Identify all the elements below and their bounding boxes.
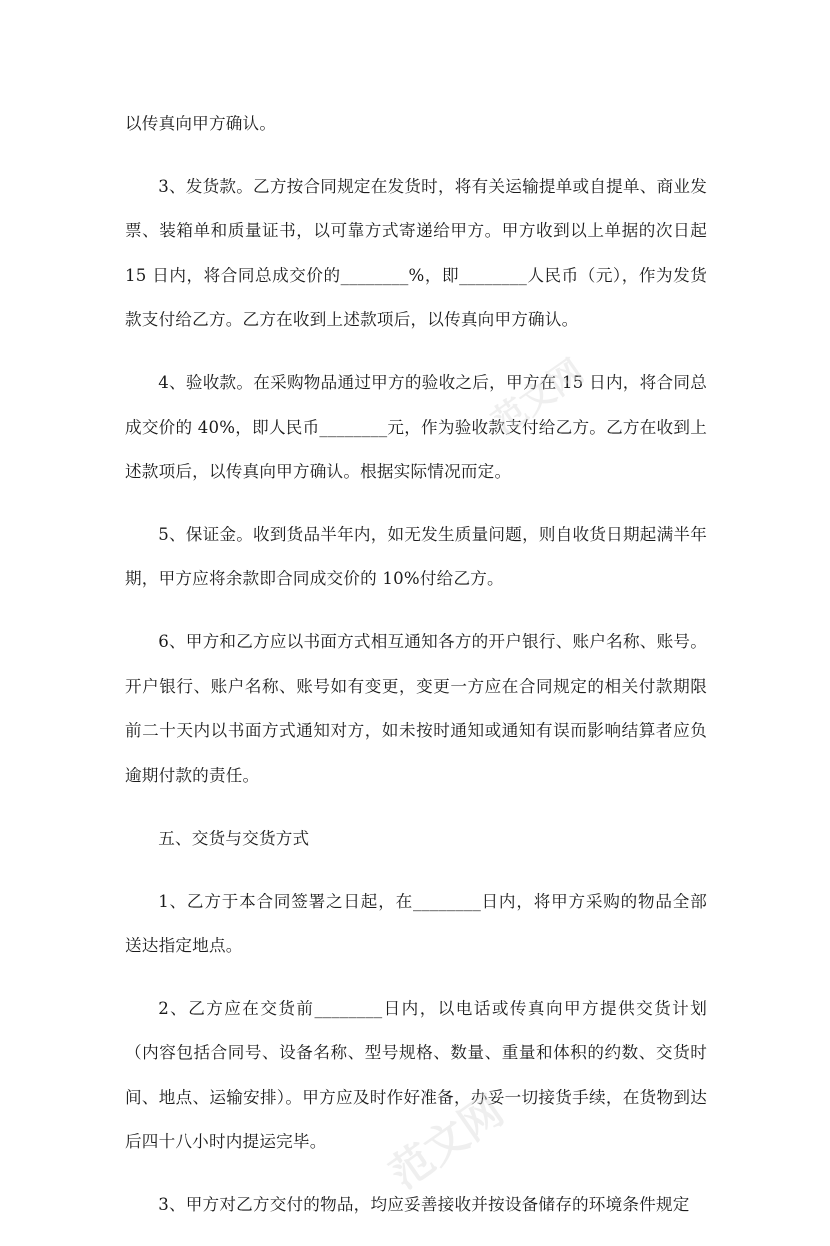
paragraph-acceptance-payment: 4、验收款。在采购物品通过甲方的验收之后，甲方在 15 日内，将合同总成交价的 40%，即人民币________元，作为验收款支付给乙方。乙方在收到上述款项后，以传真向甲方确认。根据实际情况而定。 bbox=[125, 373, 707, 482]
watermark-logo-top: 范文网 bbox=[484, 351, 592, 444]
section-heading-delivery: 五、交货与交货方式 bbox=[158, 828, 310, 848]
paragraph-delivery-plan: 2、乙方应在交货前________日内，以电话或传真向甲方提供交货计划（内容包括合同号、设备名称、型号规格、数量、重量和体积的约数、交货时间、地点、运输安排）。甲方应及时作好准备，办妥一切接货手续，在货物到达后四十八小时内提运完毕。 bbox=[125, 999, 707, 1152]
paragraph-goods-receipt: 3、甲方对乙方交付的物品，均应妥善接收并按设备储存的环境条件规定 bbox=[158, 1195, 690, 1215]
paragraph-deposit: 5、保证金。收到货品半年内，如无发生质量问题，则自收货日期起满半年期，甲方应将余款即合同成交价的 10%付给乙方。 bbox=[125, 525, 707, 589]
watermark-logo-bottom: 范文网 bbox=[380, 1085, 513, 1199]
document-body bbox=[125, 102, 707, 1246]
paragraph-delivery-deadline: 1、乙方于本合同签署之日起，在________日内，将甲方采购的物品全部送达指定地点。 bbox=[125, 891, 707, 956]
paragraph-shipment-payment: 3、发货款。乙方按合同规定在发货时，将有关运输提单或自提单、商业发票、装箱单和质量证书，以可靠方式寄递给甲方。甲方收到以上单据的次日起 15 日内，将合同总成交价的________%，即________人民币（元），作为发货款支付给乙方。乙方在收到上述款项后，以传真向甲方确认。 bbox=[125, 177, 707, 330]
paragraph-continuation: 以传真向甲方确认。 bbox=[125, 114, 277, 133]
paragraph-bank-accounts: 6、甲方和乙方应以书面方式相互通知各方的开户银行、账户名称、账号。开户银行、账户名称、账号如有变更，变更一方应在合同规定的相关付款期限前二十天内以书面方式通知对方，如未按时通知或通知有误而影响结算者应负逾期付款的责任。 bbox=[125, 632, 707, 785]
